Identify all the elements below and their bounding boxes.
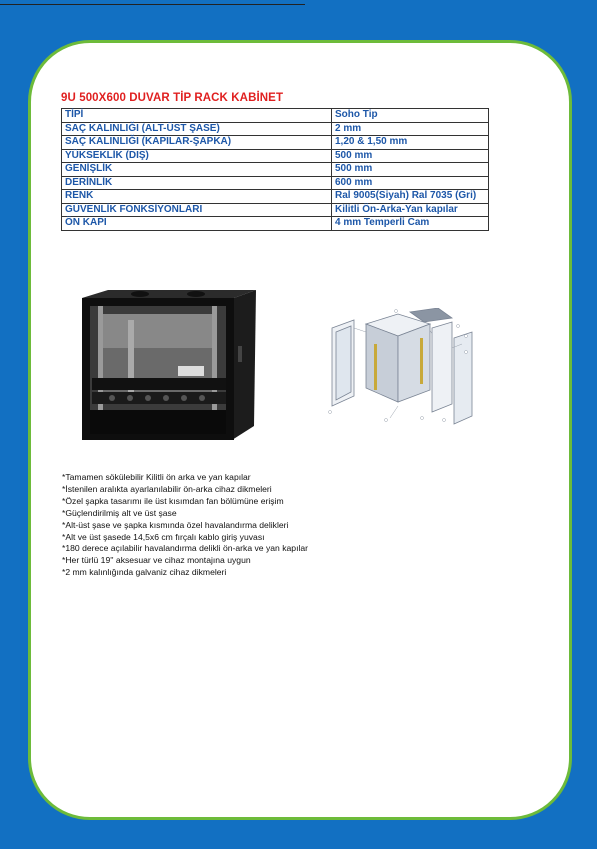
list-item: *180 derece açılabilir havalandırma delikli ön-arka ve yan kapılar bbox=[62, 543, 309, 554]
table-row bbox=[62, 190, 489, 204]
spec-value: Kilitli Ön-Arka-Yan kapılar bbox=[332, 203, 489, 217]
spec-key: SAÇ KALINLIĞI (ALT-ÜST ŞASE) bbox=[62, 122, 332, 136]
list-item: *2 mm kalınlığında galvaniz cihaz dikmeleri bbox=[62, 567, 227, 578]
spec-value: 500 mm bbox=[332, 149, 489, 163]
table-row bbox=[62, 203, 489, 217]
table-row bbox=[62, 109, 489, 123]
list-item: *Alt ve üst şasede 14,5x6 cm fırçalı kablo giriş yuvası bbox=[62, 531, 265, 542]
table-row bbox=[62, 176, 489, 190]
spec-key: TİPİ bbox=[62, 109, 332, 123]
list-item: *İstenilen aralıkta ayarlanılabilir ön-arka cihaz dikmeleri bbox=[62, 483, 272, 494]
table-row bbox=[62, 149, 489, 163]
spec-key: ÖN KAPI bbox=[62, 217, 332, 231]
spec-table bbox=[61, 108, 489, 231]
spec-value: 500 mm bbox=[332, 163, 489, 177]
list-item: *Tamamen sökülebilir Kilitli ön arka ve yan kapılar bbox=[62, 472, 251, 482]
spec-value: 600 mm bbox=[332, 176, 489, 190]
rack-cabinet-exploded-diagram bbox=[326, 308, 474, 430]
table-row bbox=[62, 136, 489, 150]
list-item: *Alt-üst şase ve şapka kısmında özel havalandırma delikleri bbox=[62, 519, 289, 530]
spec-key: GÜVENLİK FONKSİYONLARI bbox=[62, 203, 332, 217]
feature-list bbox=[62, 472, 308, 579]
spec-key: SAÇ KALINLIĞI (KAPILAR-ŞAPKA) bbox=[62, 136, 332, 150]
spec-value: 1,20 & 1,50 mm bbox=[332, 136, 489, 150]
spec-key: YÜKSEKLİK (DIŞ) bbox=[62, 149, 332, 163]
spec-value: 2 mm bbox=[332, 122, 489, 136]
rack-cabinet-photo bbox=[78, 286, 256, 442]
spec-key: DERİNLİK bbox=[62, 176, 332, 190]
list-item: *Güçlendirilmiş alt ve üst şase bbox=[62, 507, 177, 518]
list-item: *Özel şapka tasarımı ile üst kısımdan fan bölümüne erişim bbox=[62, 495, 284, 506]
spec-value: Soho Tip bbox=[332, 109, 489, 123]
spec-key: RENK bbox=[62, 190, 332, 204]
spec-value: 4 mm Temperli Cam bbox=[332, 217, 489, 231]
top-rule bbox=[0, 0, 305, 5]
list-item: *Her türlü 19'' aksesuar ve cihaz montajına uygun bbox=[62, 555, 251, 566]
table-row bbox=[62, 217, 489, 231]
spec-value: Ral 9005(Siyah) Ral 7035 (Gri) bbox=[332, 190, 489, 204]
spec-key: GENİŞLİK bbox=[62, 163, 332, 177]
product-title: 9U 500X600 DUVAR TİP RACK KABİNET bbox=[61, 92, 284, 104]
table-row bbox=[62, 122, 489, 136]
table-row bbox=[62, 163, 489, 177]
